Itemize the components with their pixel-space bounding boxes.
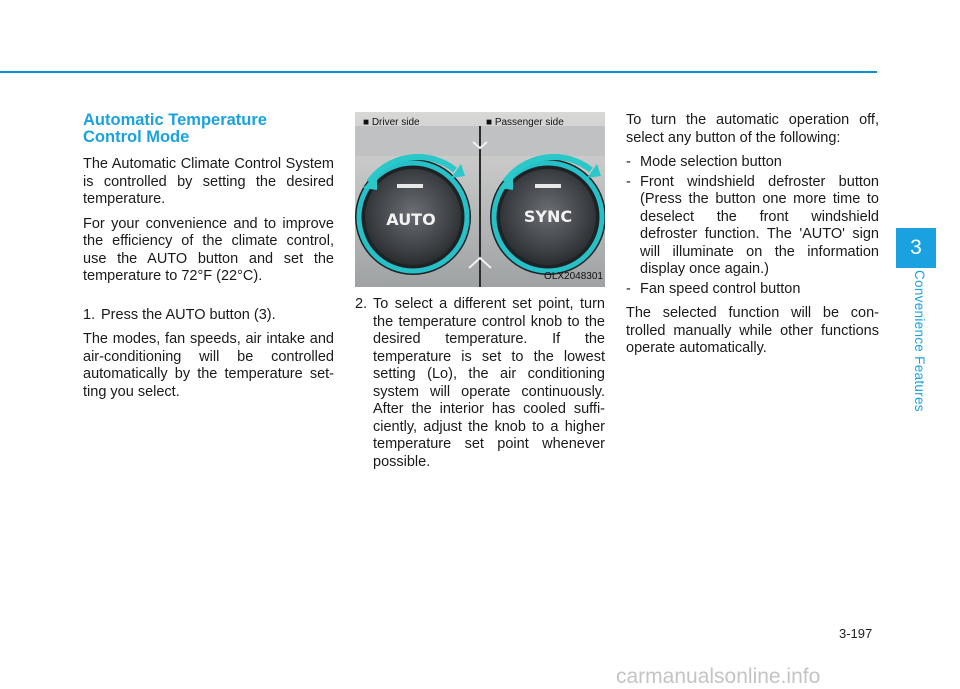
column-right [626,112,879,365]
heading-line-2: Control Mode [83,128,190,146]
bullet-dash: - [626,173,631,190]
paragraph-turn-off: To turn the automatic operation off, select any button of the following: [626,112,879,146]
page-number: 3-197 [839,626,873,641]
step-2-text: To select a different set point, turn the temperature control knob to the desired temperature. If the temperature is set to the lowest setting (Lo), the air conditioning system will operate continuously. After the interior has cooled suffi- ciently, adjust the knob to a higher temperature set point whenever possible. [373,296,605,470]
sync-knob-label: SYNC [523,207,573,226]
bullet-dash: - [626,280,631,297]
figure-code: OLX2048301 [544,270,603,282]
bullet-text: Mode selection button [640,154,782,170]
caption-driver-side: ■ Driver side [363,117,420,128]
paragraph-manual-control: The selected function will be con- trolled manually while other functions operate automatically. [626,305,879,356]
list-item [626,281,879,299]
step-1-text: Press the AUTO button (3). [101,306,276,323]
bullet-text: Fan speed control button [640,280,801,297]
bullet-dash: - [626,154,631,170]
list-item [626,174,879,279]
chapter-number: 3 [910,236,922,259]
section-heading [83,112,334,146]
heading-line-1: Automatic Temperature [83,111,267,129]
climate-knobs-illustration [355,112,605,287]
paragraph-auto-control: The modes, fan speeds, air intake and air-conditioning will be controlled automatically by the temperature set- ting you select. [83,331,334,400]
paragraph-intro: The Automatic Climate Control System is controlled by setting the desired temperature. [83,156,334,207]
chapter-tab [896,228,936,268]
paragraph-efficiency: For your convenience and to improve the efficiency of the climate control, use the AUTO button and set the temperature to 72°F (22°C). [83,215,334,284]
auto-knob-label: AUTO [386,210,436,229]
step-1-number: 1. [83,306,96,323]
caption-passenger-side: ■ Passenger side [486,117,564,128]
step-2-number: 2. [355,296,368,312]
step-2 [355,296,605,471]
list-item [626,154,879,172]
step-1 [83,307,334,325]
watermark: carmanualsonline.info [616,665,821,688]
column-middle [355,112,605,478]
climate-knobs-figure [355,112,605,287]
header-rule [0,71,877,73]
bullet-text: Front windshield defroster button (Press the button one more time to deselect the front windshield defroster function. The 'AUTO' sign will illuminate on the information display once again.) [640,173,879,277]
chapter-title: Convenience Features [912,270,927,412]
column-left [83,112,334,408]
